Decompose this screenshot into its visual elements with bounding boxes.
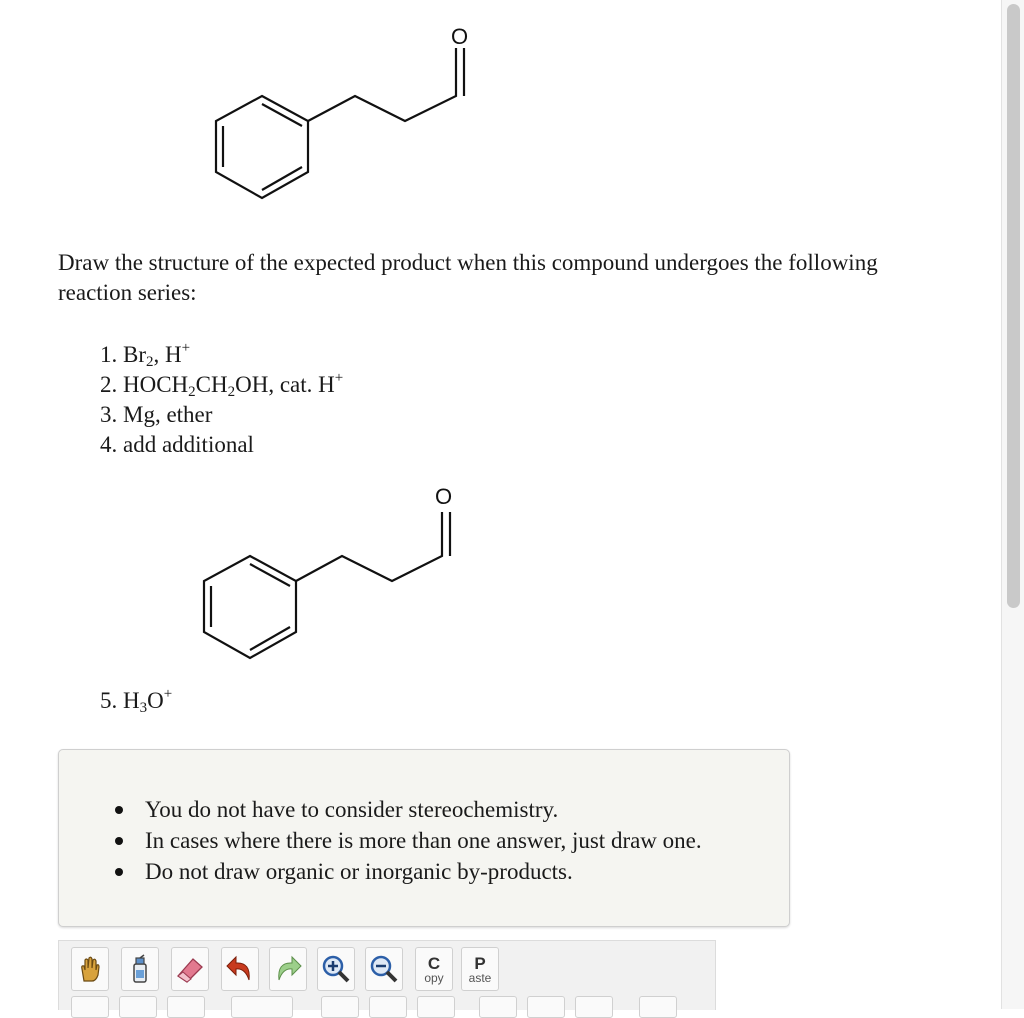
page-scrollbar[interactable] — [1001, 0, 1024, 1009]
undo-button[interactable] — [221, 947, 259, 991]
oxygen-label: O — [451, 24, 469, 49]
redo-button[interactable] — [269, 947, 307, 991]
ring-tool-button[interactable] — [527, 996, 565, 1018]
instruction-item: Do not draw organic or inorganic by-products. — [115, 856, 702, 887]
copy-button[interactable]: C opy — [415, 947, 453, 991]
step-3: 3. Mg, ether — [100, 402, 213, 427]
bond-tool-button[interactable] — [167, 996, 205, 1018]
bond-tool-button[interactable] — [119, 996, 157, 1018]
step-4: 4. add additional — [100, 432, 254, 457]
eraser-tool-button[interactable] — [171, 947, 209, 991]
ring-tool-button[interactable] — [479, 996, 517, 1018]
reaction-steps — [100, 340, 343, 460]
bond-tool-button[interactable] — [369, 996, 407, 1018]
step-2: 2. $HOCH_2CH_2OH$, cat. H+ — [100, 370, 344, 400]
hand-icon — [76, 955, 104, 983]
zoom-out-button[interactable] — [365, 947, 403, 991]
step-5: 5. $H_3O^+$ — [100, 686, 173, 716]
benzene-ring — [216, 96, 308, 198]
propanal-chain — [308, 48, 456, 121]
paste-button[interactable]: P aste — [461, 947, 499, 991]
instruction-item: You do not have to consider stereochemistry. — [115, 794, 702, 825]
propanal-chain — [296, 512, 442, 581]
undo-icon — [225, 954, 255, 984]
clear-tool-button[interactable] — [121, 947, 159, 991]
oxygen-label: O — [435, 484, 453, 509]
eraser-icon — [175, 954, 205, 984]
step-1: 1. $Br_2$, H+ — [100, 340, 191, 370]
bond-tool-button[interactable] — [321, 996, 359, 1018]
zoom-in-button[interactable] — [317, 947, 355, 991]
reagent-compound-structure — [190, 480, 470, 680]
instruction-item: In cases where there is more than one answer, just draw one. — [115, 825, 702, 856]
starting-compound-structure — [200, 20, 480, 220]
bracket-tool-button[interactable] — [639, 996, 677, 1018]
ring-tool-button[interactable] — [575, 996, 613, 1018]
redo-icon — [273, 954, 303, 984]
instructions-list — [115, 794, 702, 887]
benzene-ring — [204, 556, 296, 658]
eraser-bottle-icon — [128, 954, 152, 984]
bond-tool-button[interactable] — [231, 996, 293, 1018]
hand-tool-button[interactable] — [71, 947, 109, 991]
question-text: Draw the structure of the expected product when this compound undergoes the following reaction series: — [58, 250, 878, 305]
drawing-toolbar — [58, 940, 716, 1010]
zoom-out-icon — [369, 954, 399, 984]
zoom-in-icon — [321, 954, 351, 984]
bond-tool-button[interactable] — [417, 996, 455, 1018]
instructions-box — [58, 749, 790, 927]
scrollbar-thumb[interactable] — [1007, 4, 1020, 608]
bond-tool-button[interactable] — [71, 996, 109, 1018]
